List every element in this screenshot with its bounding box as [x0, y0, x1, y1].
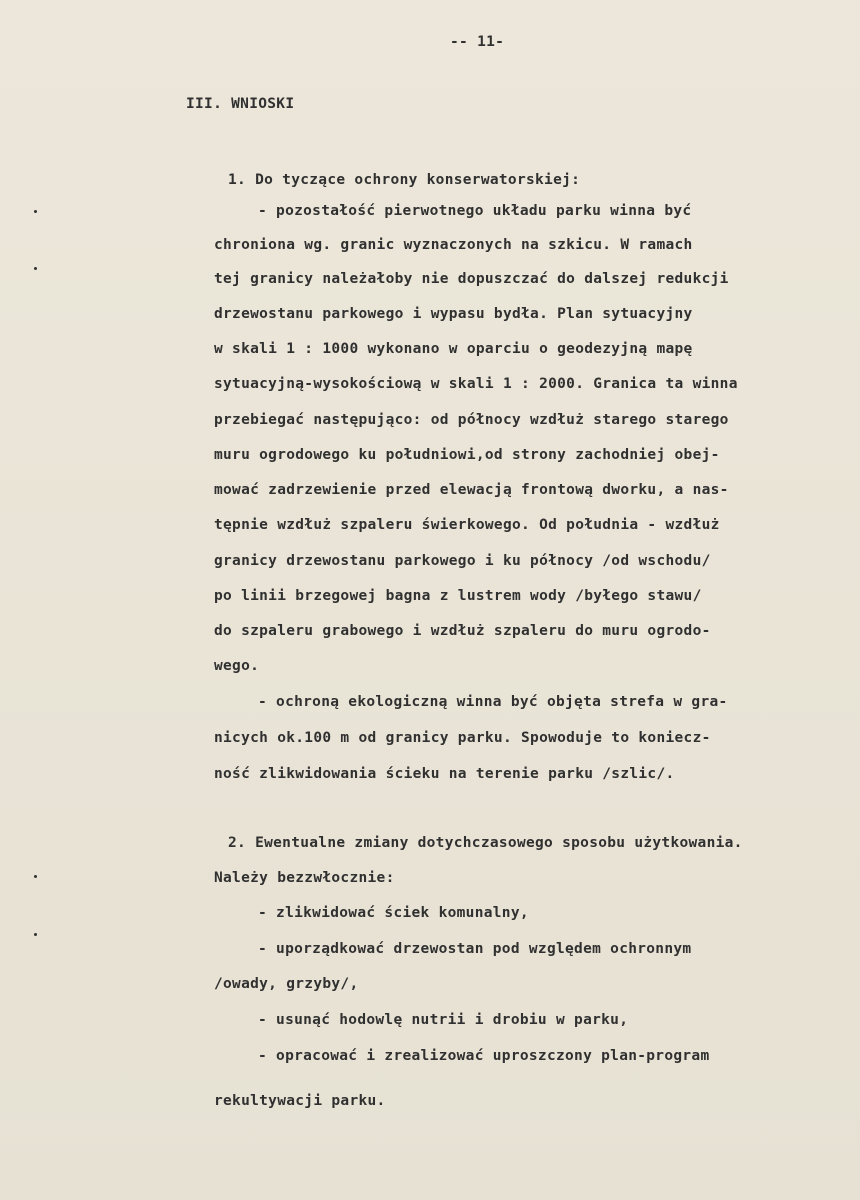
- text-line: /owady, grzyby/,: [214, 976, 359, 992]
- text-line: - opracować i zrealizować uproszczony plan-program: [258, 1048, 710, 1064]
- section-title: III. WNIOSKI: [186, 96, 295, 112]
- text-line: nicych ok.100 m od granicy parku. Spowoduje to koniecz-: [214, 730, 711, 746]
- text-line: - zlikwidować ściek komunalny,: [258, 905, 529, 921]
- text-line: - uporządkować drzewostan pod względem ochronnym: [258, 941, 692, 957]
- text-line: chroniona wg. granic wyznaczonych na szkicu. W ramach: [214, 237, 693, 253]
- margin-dot: [34, 267, 37, 270]
- text-line: granicy drzewostanu parkowego i ku północy /od wschodu/: [214, 553, 711, 569]
- text-line: do szpaleru grabowego i wzdłuż szpaleru do muru ogrodo-: [214, 623, 711, 639]
- text-line: przebiegać następująco: od północy wzdłuż starego starego: [214, 412, 729, 428]
- text-line: tej granicy należałoby nie dopuszczać do dalszej redukcji: [214, 271, 729, 287]
- margin-dot: [34, 875, 37, 878]
- text-line: 2. Ewentualne zmiany dotychczasowego sposobu użytkowania.: [228, 835, 743, 851]
- text-line: Należy bezzwłocznie:: [214, 870, 395, 886]
- text-line: muru ogrodowego ku południowi,od strony zachodniej obej-: [214, 447, 720, 463]
- text-line: wego.: [214, 658, 260, 674]
- text-line: sytuacyjną-wysokościową w skali 1 : 2000. Granica ta winna: [214, 376, 738, 392]
- text-line: tępnie wzdłuż szpaleru świerkowego. Od południa - wzdłuż: [214, 517, 720, 533]
- margin-dot: [34, 210, 37, 213]
- text-line: ność zlikwidowania ścieku na terenie parku /szlic/.: [214, 766, 675, 782]
- text-line: rekultywacji parku.: [214, 1093, 386, 1109]
- text-line: w skali 1 : 1000 wykonano w oparciu o geodezyjną mapę: [214, 341, 693, 357]
- page-number: -- 11-: [450, 34, 505, 50]
- text-line: - usunąć hodowlę nutrii i drobiu w parku,: [258, 1012, 629, 1028]
- text-line: mować zadrzewienie przed elewacją frontową dworku, a nas-: [214, 482, 729, 498]
- text-line: po linii brzegowej bagna z lustrem wody /byłego stawu/: [214, 588, 702, 604]
- text-line: 1. Do tyczące ochrony konserwatorskiej:: [228, 172, 581, 188]
- text-line: drzewostanu parkowego i wypasu bydła. Plan sytuacyjny: [214, 306, 693, 322]
- margin-dot: [34, 933, 37, 936]
- text-line: - ochroną ekologiczną winna być objęta strefa w gra-: [258, 694, 728, 710]
- text-line: - pozostałość pierwotnego układu parku winna być: [258, 203, 692, 219]
